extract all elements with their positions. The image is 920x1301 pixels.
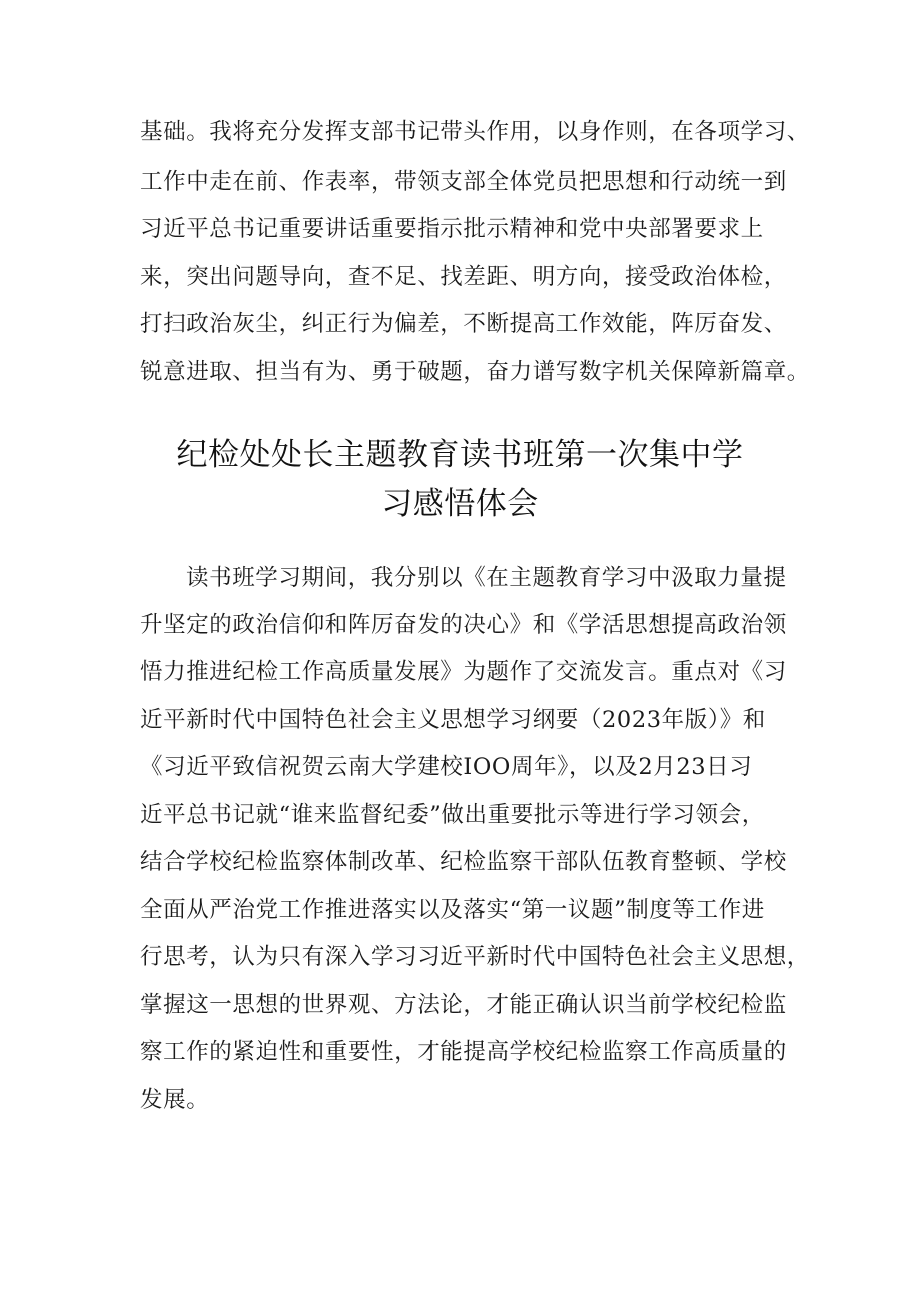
text-line: 《习近平致信祝贺云南大学建校IOO周年》，以及2月23日习	[140, 754, 753, 780]
text-line: 结合学校纪检监察体制改革、纪检监察干部队伍教育整顿、学校	[140, 849, 787, 875]
text-line: 悟力推进纪检工作高质量发展》为题作了交流发言。重点对《习	[140, 659, 787, 685]
text-line: 升坚定的政治信仰和阵厉奋发的决心》和《学活思想提高政治领	[140, 612, 787, 638]
title-line: 习感悟体会	[381, 486, 539, 522]
text-line: 近平新时代中国特色社会主义思想学习纲要（2023年版）》和	[140, 707, 766, 733]
text-line: 行思考，认为只有深入学习习近平新时代中国特色社会主义思想，	[140, 944, 810, 970]
text-line: 察工作的紧迫性和重要性，才能提高学校纪检监察工作高质量的	[140, 1039, 787, 1065]
text-line: 打扫政治灰尘，纠正行为偏差，不断提高工作效能，阵厉奋发、	[140, 311, 787, 337]
text-line: 工作中走在前、作表率，带领支部全体党员把思想和行动统一到	[140, 169, 787, 195]
text-line: 锐意进取、担当有为、勇于破题，奋力谱写数字机关保障新篇章。	[140, 359, 810, 385]
text-line: 习近平总书记重要讲话重要指示批示精神和党中央部署要求上	[140, 216, 764, 242]
text-line: 全面从严治党工作推进落实以及落实“第一议题”制度等工作进	[140, 897, 765, 923]
text-line: 近平总书记就“谁来监督纪委”做出重要批示等进行学习领会，	[140, 802, 765, 828]
text-line: 来，突出问题导向，查不足、找差距、明方向，接受政治体检，	[140, 264, 787, 290]
text-line: 掌握这一思想的世界观、方法论，才能正确认识当前学校纪检监	[140, 992, 787, 1018]
text-line: 读书班学习期间，我分别以《在主题教育学习中汲取力量提	[186, 565, 787, 591]
text-line: 发展。	[140, 1087, 210, 1113]
title-line: 纪检处处长主题教育读书班第一次集中学	[176, 437, 744, 473]
text-line: 基础。我将充分发挥支部书记带头作用，以身作则，在各项学习、	[140, 119, 810, 145]
